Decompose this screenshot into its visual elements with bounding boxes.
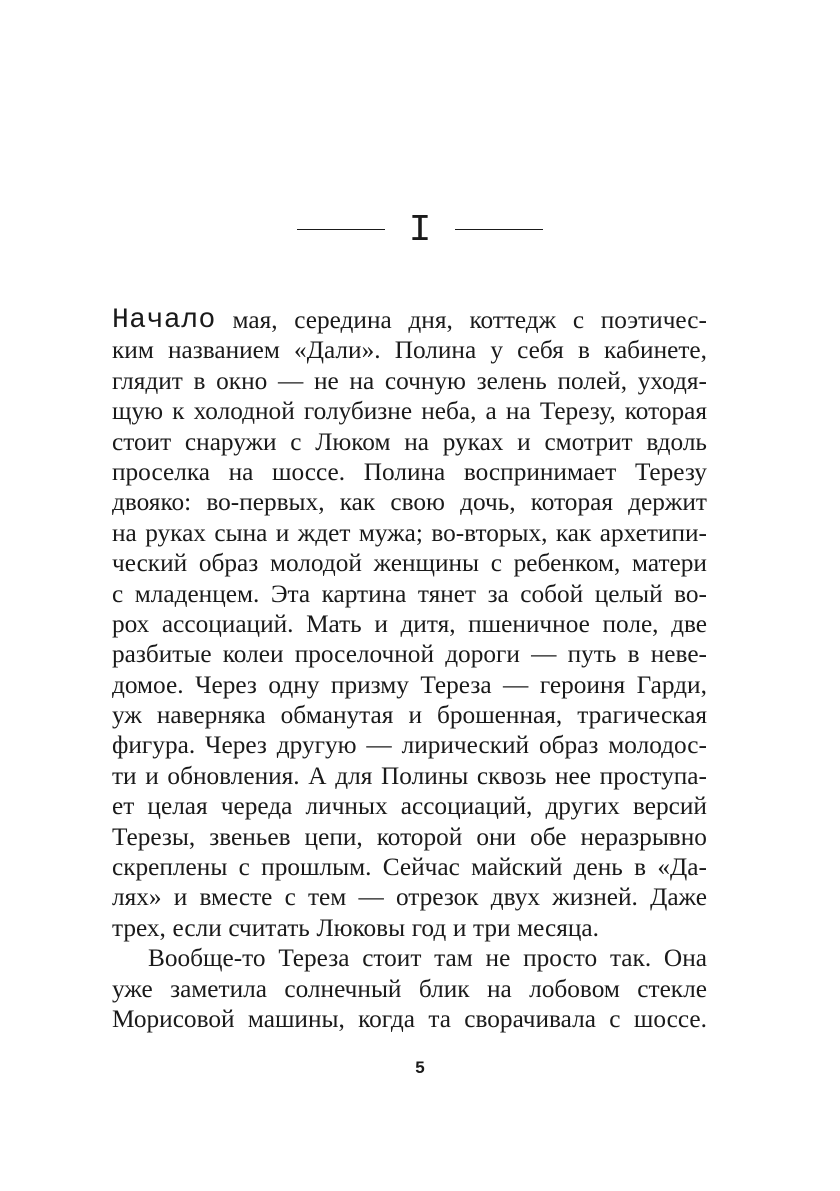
word: сына [214, 518, 268, 547]
text-line [112, 366, 707, 396]
word: Тереза [278, 944, 350, 973]
chapter-rule-left [297, 229, 385, 230]
word: нее [555, 761, 592, 790]
text-line [112, 943, 707, 973]
word: в [634, 853, 647, 882]
word: коттедж [469, 306, 557, 334]
word: вдоль [646, 427, 707, 456]
word: с [290, 427, 302, 456]
word: пшеничное [468, 609, 590, 638]
word: молодой [269, 549, 362, 578]
text-line [112, 335, 707, 365]
word: свою [390, 488, 445, 517]
word: заметила [170, 974, 267, 1003]
word: — [358, 883, 384, 912]
text-line [112, 670, 707, 700]
word: блик [418, 974, 470, 1003]
word: разбитые [112, 640, 212, 669]
word: руках [442, 427, 504, 456]
word: в [577, 336, 590, 365]
word: проселочной [294, 640, 434, 669]
word: руках [145, 518, 206, 547]
word: другую [276, 731, 357, 760]
word: на [404, 427, 429, 456]
text-line [112, 305, 707, 335]
word: неве- [650, 640, 707, 669]
word: ческий [112, 549, 188, 578]
word: Эта [270, 579, 311, 608]
word: Терезу [634, 457, 707, 486]
word: брошенная, [437, 701, 563, 730]
word: просто [523, 944, 598, 973]
word: наверняка [156, 701, 266, 730]
word: колеи [222, 640, 284, 669]
word: женщины [373, 549, 480, 578]
word: прошлым. [261, 853, 372, 882]
text-line [112, 974, 707, 1004]
word: а [485, 397, 497, 426]
word: обманутая [280, 701, 394, 730]
word: обновления. [167, 761, 300, 790]
text-line [112, 730, 707, 760]
word: которая [530, 488, 613, 517]
word: Тереза [420, 670, 492, 699]
word: машины, [247, 1004, 345, 1033]
word: стекле [637, 974, 707, 1003]
word: на [112, 518, 137, 547]
word: трагическая [577, 701, 707, 730]
word: на [228, 457, 254, 486]
word: и [173, 883, 188, 912]
word: героиня [539, 670, 626, 699]
word: картина [321, 579, 407, 608]
word: мая, [232, 306, 278, 334]
word: на [349, 366, 375, 395]
word: образ [198, 549, 259, 578]
word: ассоциаций, [400, 792, 533, 821]
word: поэтичес- [600, 306, 707, 334]
word: Мать [306, 609, 362, 638]
word: с [284, 883, 296, 912]
word: — [366, 731, 392, 760]
word: которая [624, 397, 707, 426]
text-line [112, 457, 707, 487]
word: и [408, 701, 422, 730]
word: одну [268, 670, 320, 699]
word: матери [632, 549, 707, 578]
word: с [112, 579, 124, 608]
word: так. [609, 944, 652, 973]
word: в [627, 640, 640, 669]
word: рох [112, 609, 150, 638]
word: Даже [650, 883, 707, 912]
word: во- [674, 579, 707, 608]
word: — [277, 366, 304, 395]
word: Она [663, 944, 707, 973]
word: лобовом [529, 974, 620, 1003]
word: с [572, 306, 585, 334]
word: стоит [362, 944, 422, 973]
word: и [517, 427, 531, 456]
word: собой [520, 579, 584, 608]
word: образ [538, 731, 599, 760]
page-number: 5 [415, 1058, 425, 1077]
word: с [238, 853, 250, 882]
word: во-вторых, [431, 518, 548, 547]
word: для [335, 761, 373, 790]
word: сочную [384, 366, 466, 395]
text-line [112, 639, 707, 669]
word: дочь, [460, 488, 516, 517]
word: тянет [417, 579, 477, 608]
word: Полины [380, 761, 469, 790]
word: цепи, [304, 822, 363, 851]
text-line [112, 548, 707, 578]
word: трех, [112, 913, 166, 942]
word: лях» [112, 883, 162, 912]
text-line [112, 852, 707, 882]
word: фигура. [112, 731, 196, 760]
text-line [112, 882, 707, 912]
word: кабинете, [604, 336, 707, 365]
word: уже [112, 974, 153, 1003]
word: не [485, 944, 511, 973]
word: двояко: [112, 488, 192, 517]
word: лирический [401, 731, 530, 760]
word: путь [567, 640, 617, 669]
word: на [486, 974, 512, 1003]
word: та [428, 1004, 451, 1033]
text-line [112, 427, 707, 457]
word: уж [112, 701, 142, 730]
word: двух [490, 883, 541, 912]
word: дня, [408, 306, 453, 334]
word: щую [112, 397, 164, 426]
text-line [112, 609, 707, 639]
word: «Дали». [294, 336, 381, 365]
word: неразрывно [580, 822, 707, 851]
text-line [112, 1004, 707, 1034]
text-line [112, 913, 707, 943]
word: неба, [421, 397, 477, 426]
word: за [487, 579, 509, 608]
word: обе [530, 822, 567, 851]
word: у [490, 336, 503, 365]
word: ассоциаций. [161, 609, 294, 638]
word: призму [330, 670, 409, 699]
word: как [555, 518, 592, 547]
chapter-numeral: I [408, 209, 432, 252]
word: А [308, 761, 327, 790]
word: середина [294, 306, 392, 334]
word: — [503, 670, 529, 699]
word: дитя, [400, 609, 456, 638]
word: других [545, 792, 620, 821]
word: и [145, 761, 159, 790]
body-text [112, 305, 707, 1034]
word: считать [228, 913, 310, 942]
word: — [531, 640, 557, 669]
word: скреплены [112, 853, 228, 882]
word: архетипи- [599, 518, 707, 547]
word: если [172, 913, 222, 942]
word: целый [594, 579, 663, 608]
word: Полина [363, 457, 446, 486]
word: три [472, 913, 511, 942]
word: и [275, 518, 290, 547]
text-line [112, 487, 707, 517]
word: как [339, 488, 376, 517]
word: названием [167, 336, 280, 365]
word: которой [376, 822, 463, 851]
word: поле, [602, 609, 659, 638]
word: дороги [445, 640, 520, 669]
word: себя [517, 336, 564, 365]
word: Через [195, 670, 257, 699]
word: с [609, 1004, 621, 1033]
word: Терезу, [539, 397, 616, 426]
word: на [505, 397, 531, 426]
word: глядит [112, 366, 183, 395]
word: Люковы [316, 913, 406, 942]
word: смотрит [544, 427, 633, 456]
word: шоссе. [272, 457, 346, 486]
word: когда [358, 1004, 416, 1033]
word: молодос- [608, 731, 707, 760]
word: Полина [394, 336, 477, 365]
text-line [112, 518, 707, 548]
word: сквозь [476, 761, 547, 790]
word: Вообще-то [148, 944, 266, 973]
word: звеньев [209, 822, 291, 851]
word: с [490, 549, 502, 578]
word: и [452, 913, 467, 942]
lead-in-word: Начало [112, 305, 216, 336]
word: ет [112, 792, 135, 821]
word: месяца. [517, 913, 599, 942]
word: череда [220, 792, 293, 821]
word: они [476, 822, 517, 851]
text-line [112, 579, 707, 609]
text-line [112, 761, 707, 791]
word: целая [147, 792, 208, 821]
word: во-первых, [206, 488, 325, 517]
word: к [172, 397, 185, 426]
word: отрезок [395, 883, 479, 912]
word: проселка [112, 457, 210, 486]
word: сворачивала [464, 1004, 596, 1033]
word: Люком [315, 427, 391, 456]
word: год [411, 913, 447, 942]
text-line [112, 700, 707, 730]
word: мужа; [358, 518, 423, 547]
word: холодной [193, 397, 295, 426]
text-line [112, 791, 707, 821]
word: день [573, 853, 623, 882]
word: ребенком, [513, 549, 621, 578]
word: «Да- [657, 853, 707, 882]
word: младенцем. [134, 579, 260, 608]
word: и [374, 609, 388, 638]
word: личных [305, 792, 388, 821]
word: снаружи [184, 427, 277, 456]
word: окно [216, 366, 268, 395]
text-line [112, 396, 707, 426]
word: жизней. [552, 883, 638, 912]
word: держит [628, 488, 707, 517]
word: две [671, 609, 707, 638]
text-line [112, 822, 707, 852]
word: домое. [112, 670, 184, 699]
word: Сейчас [382, 853, 460, 882]
word: тем [307, 883, 347, 912]
word: проступа- [599, 761, 707, 790]
word: вместе [199, 883, 273, 912]
word: Терезы, [112, 822, 196, 851]
chapter-heading [0, 205, 840, 253]
word: зелень [476, 366, 547, 395]
word: солнечный [284, 974, 402, 1003]
word: версий [632, 792, 707, 821]
word: майский [471, 853, 563, 882]
word: там [434, 944, 473, 973]
chapter-rule-right [455, 229, 543, 230]
word: стоит [112, 427, 172, 456]
word: ким [112, 336, 154, 365]
word: уходя- [637, 366, 707, 395]
word: Через [205, 731, 267, 760]
word: голубизне [303, 397, 413, 426]
word: полей, [557, 366, 628, 395]
word: воспринимает [463, 457, 617, 486]
word: Морисовой [112, 1004, 235, 1033]
word: Гарди, [636, 670, 707, 699]
word: в [193, 366, 206, 395]
word: не [313, 366, 339, 395]
word: ждет [297, 518, 351, 547]
word: ти [112, 761, 137, 790]
word: шоссе. [633, 1004, 707, 1033]
